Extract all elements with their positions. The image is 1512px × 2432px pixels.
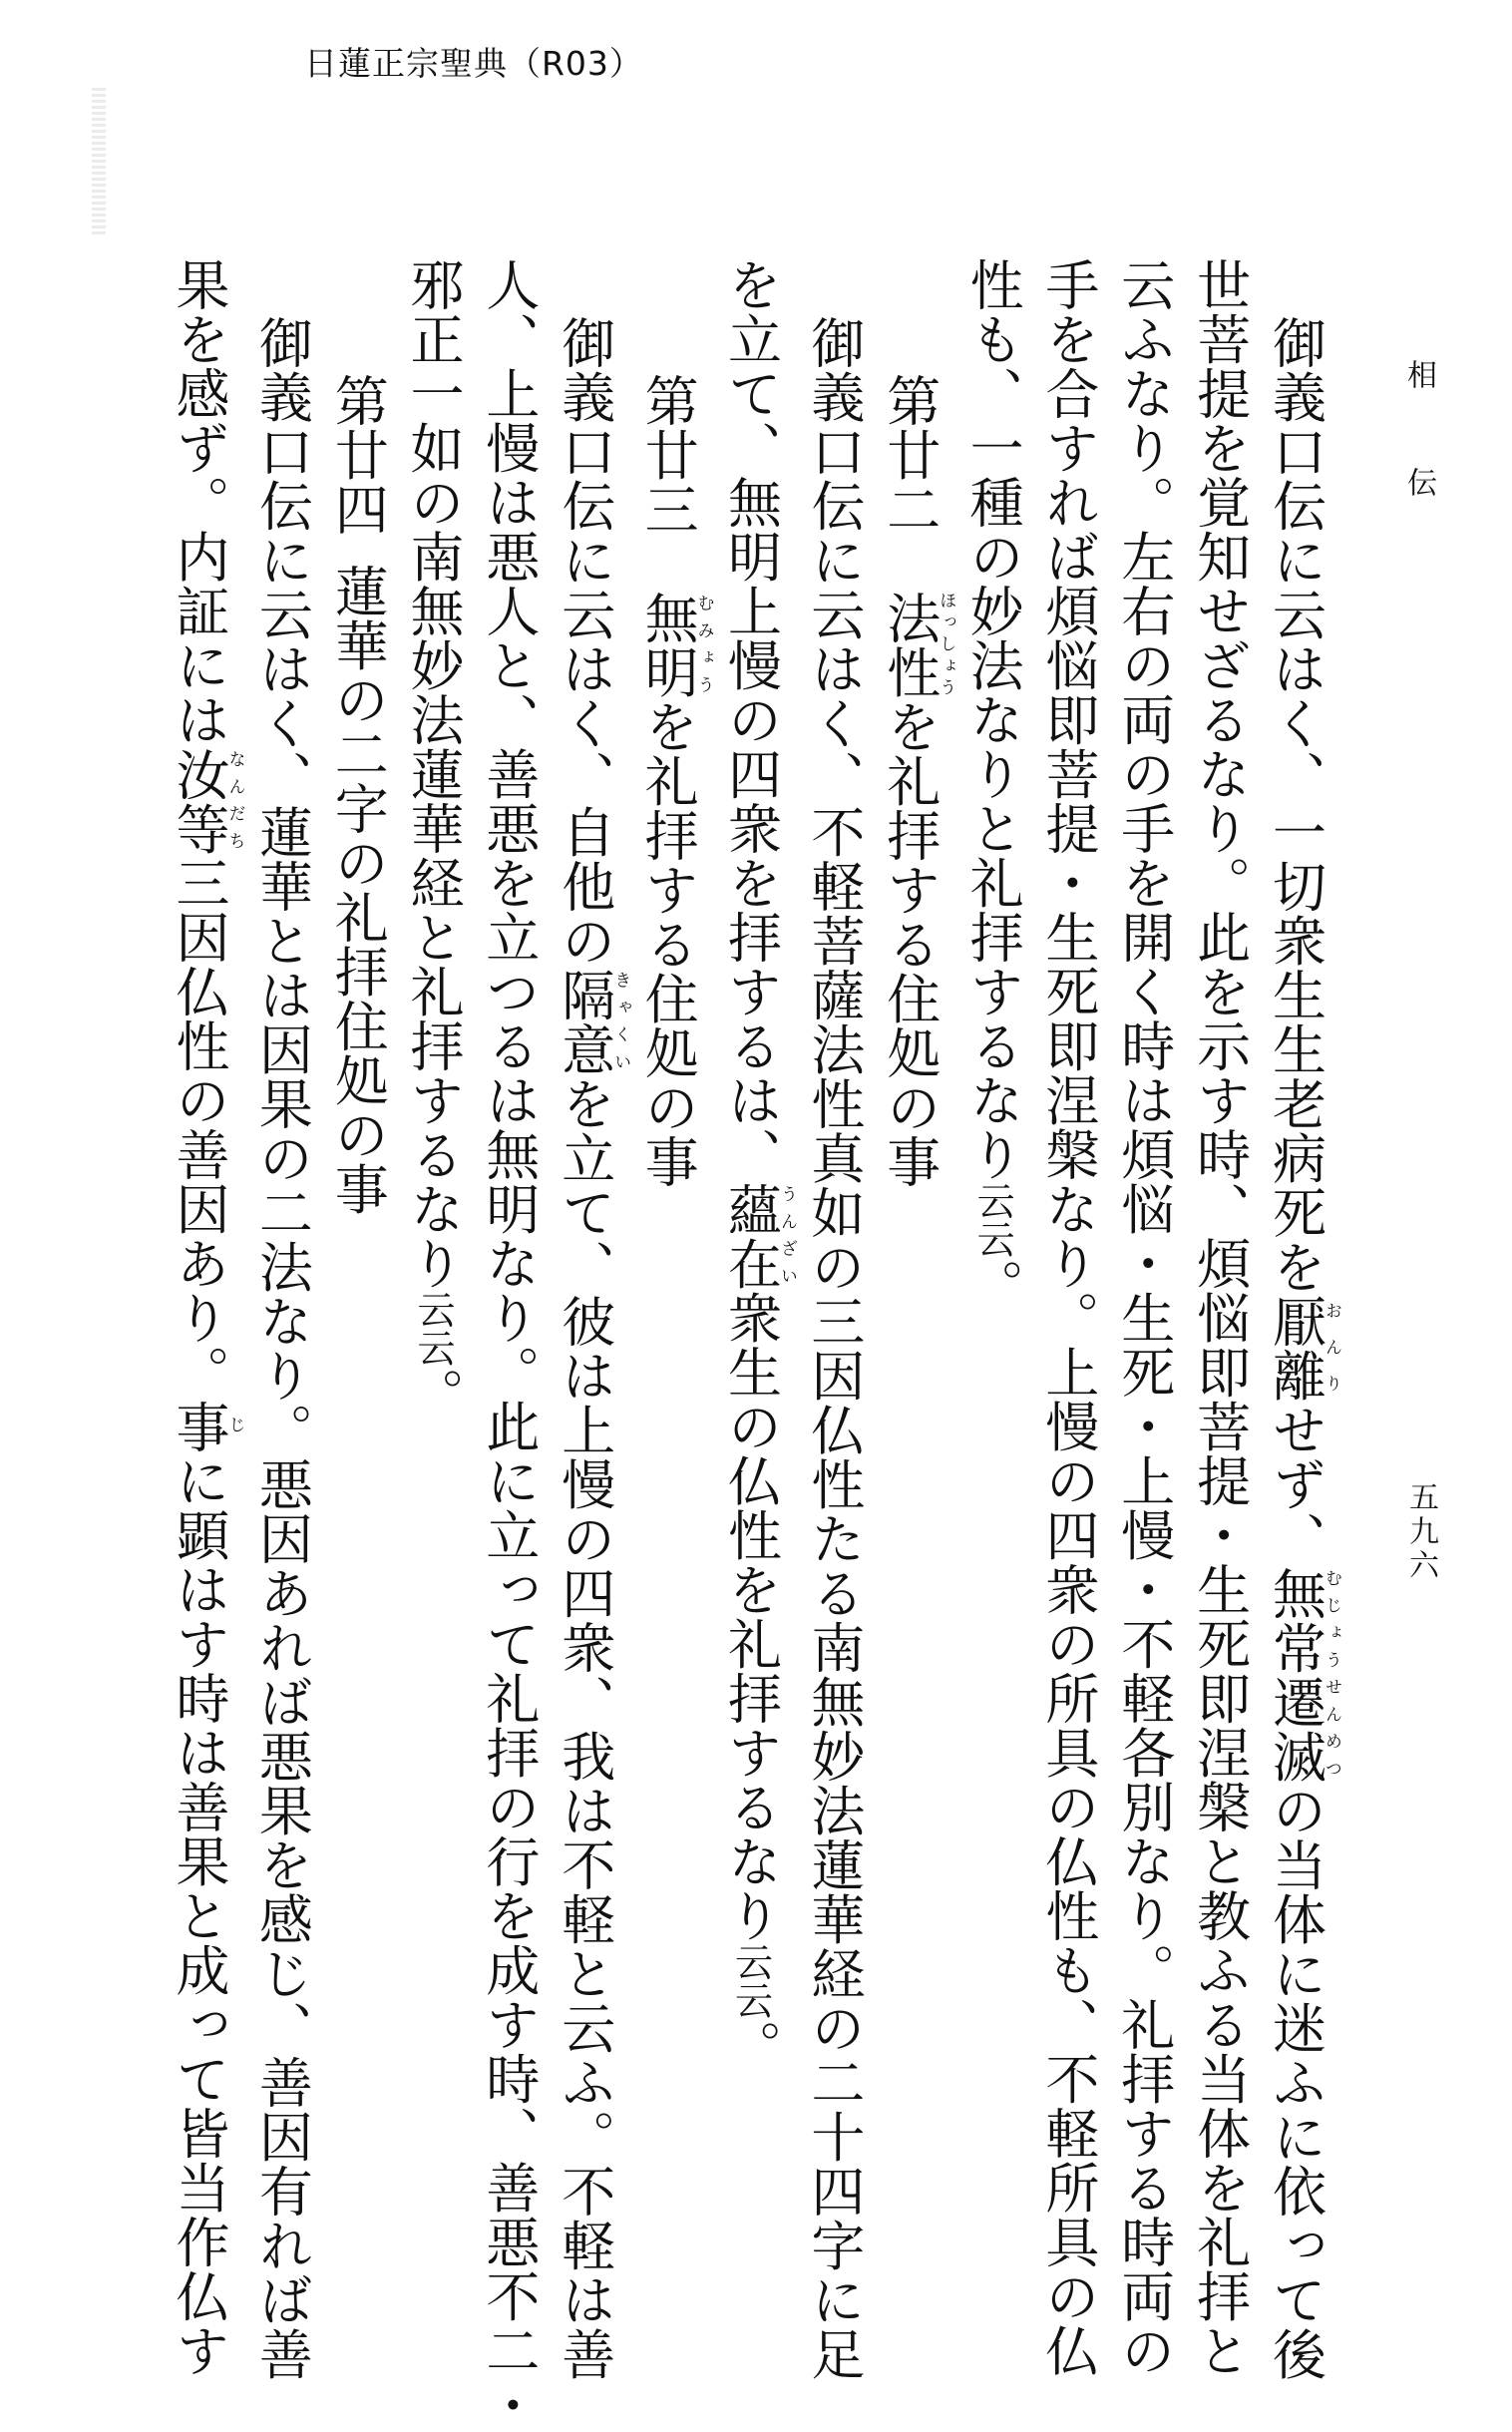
text-column-11: 人、上慢は悪人と、善悪を立つるは無明なり。此に立って礼拝の行を成す時、善悪不二・ [477, 257, 541, 2432]
scan-artifact [92, 88, 106, 237]
page-number: 五九六 [1403, 1481, 1438, 1583]
section-number: 第廿三 [636, 373, 700, 537]
section-number: 第廿二 [878, 373, 942, 537]
section-heading-22 [872, 257, 954, 1993]
text-column-7: 御義口伝に云はく、不軽菩薩法性真如の三因仏性たる南無妙法蓮華経の二十四字に足 [802, 315, 866, 2381]
section-number: 第廿四 [326, 373, 390, 537]
ruby-word: 無常遷滅むじょうせんめつ [1264, 1565, 1341, 1784]
text-column-10 [547, 257, 631, 2381]
running-head: 相伝 [1401, 359, 1436, 575]
vertical-text-body [167, 257, 1341, 2432]
text-column-8 [713, 257, 797, 2074]
text-segment: に顕はす時は善果と成って皆当作仏す [167, 1453, 230, 2378]
section-title: 蓮華の二字の礼拝住処の事 [326, 563, 390, 1216]
text-column-15 [161, 257, 245, 2378]
text-segment: を立て、彼は上慢の四衆、我は不軽と云ふ。不軽は善 [553, 1076, 616, 2381]
unun-mark: 云云 [728, 1942, 773, 2020]
text-column-2: 世菩提を覚知せざるなり。此を示す時、煩悩即菩提・生死即涅槃と教ふる当体を礼拝と [1188, 257, 1252, 2378]
ruby-word: 無明むみょう [636, 590, 714, 699]
text-segment: 。 [402, 1367, 466, 1421]
unun-mark: 云云 [411, 1290, 456, 1368]
text-segment: せず、 [1264, 1403, 1327, 1566]
unun-mark: 云云 [970, 1181, 1015, 1259]
ruby-word: 汝等なんだち [167, 746, 245, 856]
text-segment: 。 [961, 1258, 1025, 1313]
section-title: 無明むみょうを礼拝する住処の事 [636, 590, 714, 1188]
text-segment: 御義口伝に云はく、自他の [553, 315, 616, 968]
text-segment: の当体に迷ふに依って後 [1264, 1783, 1327, 2381]
ruby-word: 事じ [167, 1399, 245, 1453]
text-segment: 性も、一種の妙法なりと礼拝するなり [961, 257, 1025, 1182]
text-segment: 果を感ず。内証には [167, 257, 230, 747]
text-column-14: 御義口伝に云はく、蓮華とは因果の二法なり。悪因あれば悪果を感じ、善因有れば善 [250, 315, 314, 2381]
text-column-4: 手を合すれば煩悩即菩提・生死即涅槃なり。上慢の四衆の所具の仏性も、不軽所具の仏 [1036, 257, 1100, 2378]
text-segment: 三因仏性の善因あり。 [167, 855, 230, 1400]
ruby-word: 蘊在うんざい [719, 1181, 797, 1291]
section-heading-23 [629, 257, 712, 1993]
text-segment: 邪正一如の南無妙法蓮華経と礼拝するなり [402, 257, 466, 1291]
ruby-word: 隔意きゃくい [553, 968, 631, 1076]
text-segment: を立て、無明上慢の四衆を拝するは、 [719, 257, 783, 1182]
text-column-1 [1258, 257, 1341, 2381]
text-column-12 [395, 257, 471, 1993]
text-column-5 [954, 257, 1030, 1993]
section-heading-24 [319, 257, 395, 1993]
book-title: 日蓮正宗聖典（R03） [304, 44, 643, 83]
text-segment: 御義口伝に云はく、一切衆生生老病死を [1264, 315, 1327, 1294]
text-segment: 衆生の仏性を礼拝するなり [719, 1290, 783, 1943]
text-segment: 。 [719, 2019, 783, 2074]
ruby-word: 厭離おんり [1264, 1294, 1341, 1403]
ruby-word: 法性ほっしょう [878, 590, 956, 699]
text-column-3: 云ふなり。左右の両の手を開く時は煩悩・生死・上慢・不軽各別なり。礼拝する時両の [1112, 257, 1176, 2378]
section-title: 法性ほっしょうを礼拝する住処の事 [878, 590, 956, 1188]
